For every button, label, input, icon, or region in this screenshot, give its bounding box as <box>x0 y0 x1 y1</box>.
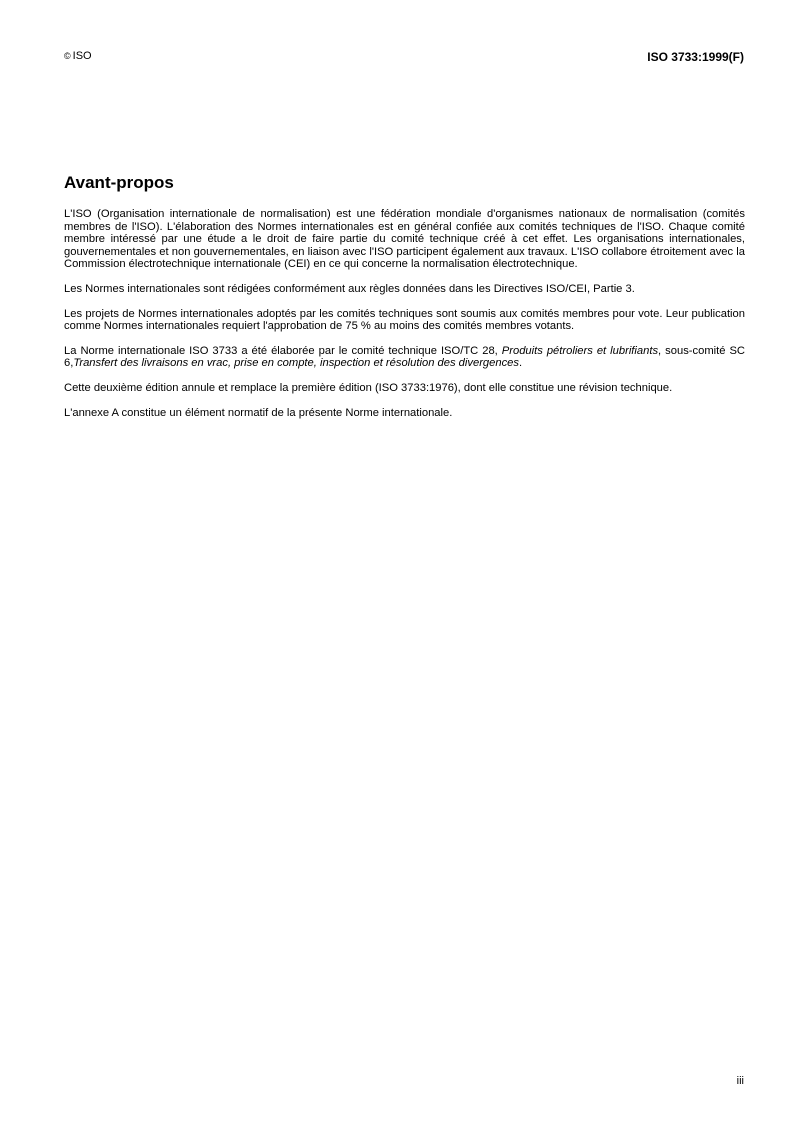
paragraph-annex: L'annexe A constitue un élément normatif de la présente Norme internationale. <box>64 406 453 419</box>
copyright-org: ISO <box>72 50 92 62</box>
paragraph-voting: Les projets de Normes internationales adoptés par les comités techniques sont soumis aux comités membres pour vote. Leur publication comme Normes internationales requiert l'approbation de 75 % au moins des comités membres votants. <box>64 307 745 333</box>
document-identifier: ISO 3733:1999(F) <box>647 50 744 64</box>
paragraph-committee <box>64 345 745 370</box>
copyright-symbol: © <box>64 51 71 61</box>
committee-text-1: La Norme internationale ISO 3733 a été élaborée par le comité technique ISO/TC 28, <box>64 344 502 357</box>
committee-text-2: , sous-comité SC 6, <box>64 344 745 370</box>
foreword-body <box>64 208 745 431</box>
paragraph-iso-description: L'ISO (Organisation internationale de normalisation) est une fédération mondiale d'organismes nationaux de normalisation (comités membres de l'ISO). L'élaboration des Normes internationales est en général confiée aux comités techniques de l'ISO. Chaque comité membre intéressé par une étude a le droit de faire partie du comité technique créé à cet effet. Les organisations internationales, gouvernementales et non gouvernementales, en liaison avec l'ISO participent également aux travaux. L'ISO collabore étroitement avec la Commission électrotechnique internationale (CEI) en ce qui concerne la normalisation électrotechnique. <box>64 208 745 271</box>
paragraph-directives: Les Normes internationales sont rédigées conformément aux règles données dans les Directives ISO/CEI, Partie 3. <box>64 282 635 295</box>
copyright-notice <box>64 50 92 63</box>
page-title: Avant-propos <box>64 173 174 192</box>
committee-text-3: . <box>519 357 523 370</box>
page-number: iii <box>736 1075 744 1087</box>
subcommittee-name: Transfert des livraisons en vrac, prise en compte, inspection et résolution des divergences <box>73 357 519 370</box>
committee-name: Produits pétroliers et lubrifiants <box>501 344 659 357</box>
paragraph-edition: Cette deuxième édition annule et remplace la première édition (ISO 3733:1976), dont elle constitue une révision technique. <box>64 381 673 394</box>
